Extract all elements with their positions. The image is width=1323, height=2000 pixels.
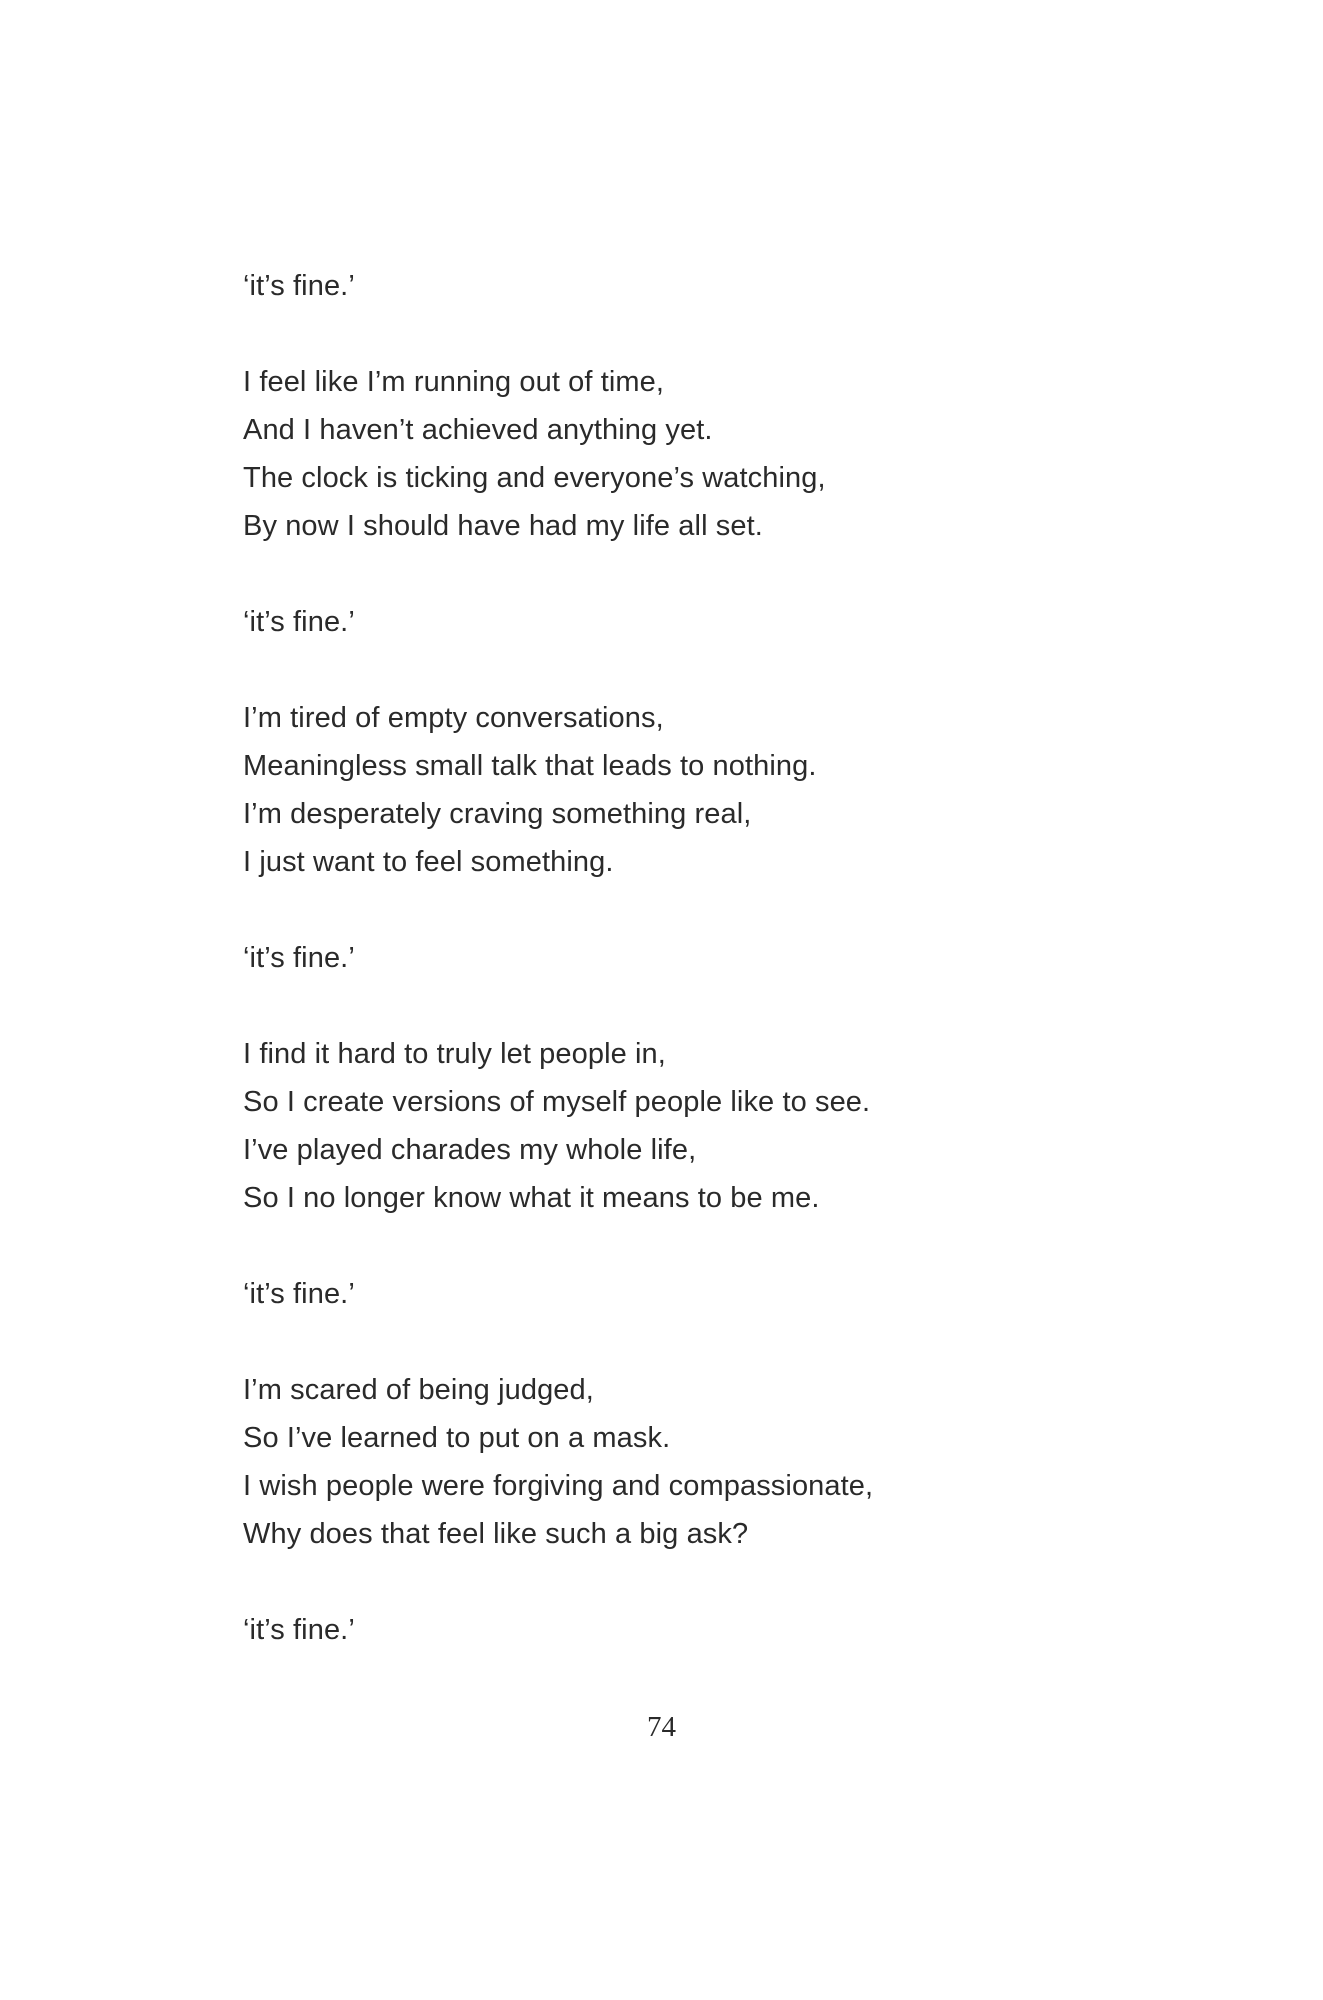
refrain-line: ‘it’s fine.’ [243, 1278, 355, 1310]
poem [243, 262, 1143, 1654]
stanza-gap [243, 1318, 1143, 1366]
poem-line: So I create versions of myself people like to see. [243, 1086, 871, 1118]
poem-line: I find it hard to truly let people in, [243, 1038, 666, 1070]
poem-line: Meaningless small talk that leads to nothing. [243, 750, 817, 782]
poem-line: So I’ve learned to put on a mask. [243, 1422, 671, 1454]
refrain-line: ‘it’s fine.’ [243, 942, 355, 974]
poem-line: I feel like I’m running out of time, [243, 366, 665, 398]
refrain-line: ‘it’s fine.’ [243, 606, 355, 638]
stanza-gap [243, 1222, 1143, 1270]
poem-line: Why does that feel like such a big ask? [243, 1518, 749, 1550]
poem-line: I wish people were forgiving and compassionate, [243, 1470, 874, 1502]
poem-line: I just want to feel something. [243, 846, 614, 878]
stanza [243, 1366, 1143, 1558]
poem-line: And I haven’t achieved anything yet. [243, 414, 713, 446]
stanza-gap [243, 886, 1143, 934]
poem-line: I’ve played charades my whole life, [243, 1134, 697, 1166]
stanza [243, 694, 1143, 886]
stanza-gap [243, 646, 1143, 694]
stanza [243, 358, 1143, 550]
poem-line: So I no longer know what it means to be me. [243, 1182, 820, 1214]
stanza-gap [243, 1558, 1143, 1606]
stanza-gap [243, 550, 1143, 598]
stanza-gap [243, 310, 1143, 358]
refrain-line: ‘it’s fine.’ [243, 1614, 355, 1646]
poem-line: By now I should have had my life all set. [243, 510, 763, 542]
poem-line: I’m desperately craving something real, [243, 798, 752, 830]
poem-line: I’m scared of being judged, [243, 1374, 594, 1406]
poem-line: The clock is ticking and everyone’s watching, [243, 462, 826, 494]
stanza-gap [243, 982, 1143, 1030]
refrain-line: ‘it’s fine.’ [243, 270, 355, 302]
poem-line: I’m tired of empty conversations, [243, 702, 664, 734]
stanza [243, 1030, 1143, 1222]
page-number: 74 [647, 1711, 676, 1743]
